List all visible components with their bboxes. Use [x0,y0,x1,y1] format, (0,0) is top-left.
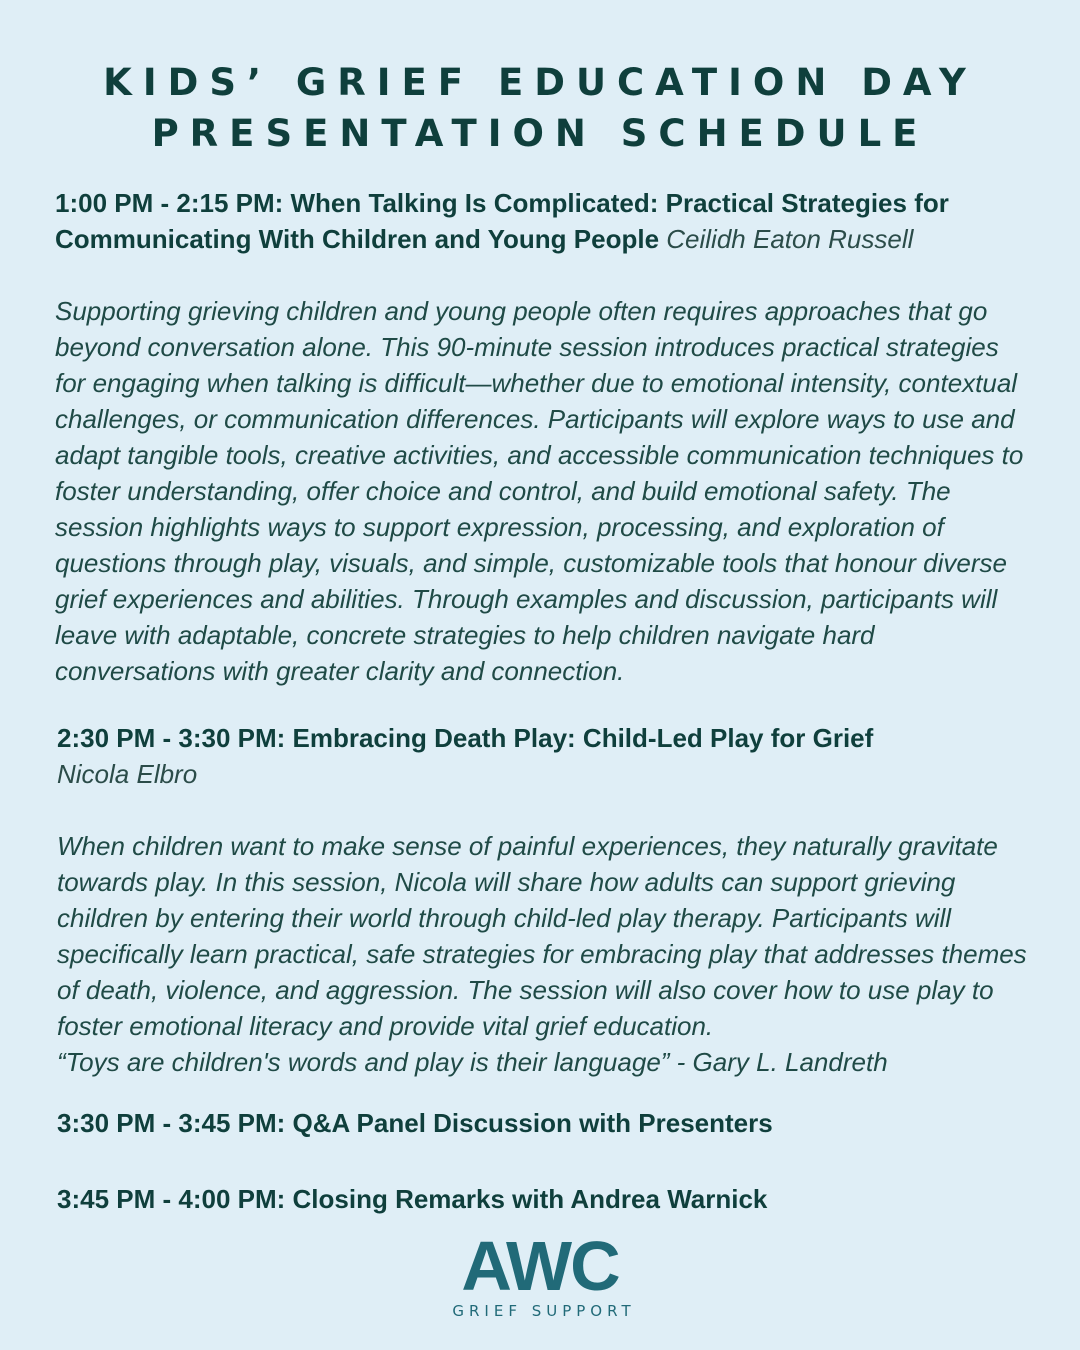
session-3-heading: 3:30 PM - 3:45 PM: Q&A Panel Discussion with Presenters [57,1108,773,1138]
page-title-line-1: KIDS’ GRIEF EDUCATION DAY [103,61,977,104]
session-2-quote: “Toys are children's words and play is their language” - Gary L. Landreth [57,1047,888,1077]
session-4 [57,1181,1027,1217]
page-title-line-2: PRESENTATION SCHEDULE [151,112,929,155]
session-1-description: Supporting grieving children and young people often requires approaches that go beyond conversation alone. This 90-minute session introduces practical strategies for engaging when talking is difficult—whether due to emotional intensity, contextual challenges, or communication differences. Participants will explore ways to use and adapt tangible tools, creative activities, and accessible communication techniques to foster understanding, offer choice and control, and build emotional safety. The session highlights ways to support expression, processing, and exploration of questions through play, visuals, and simple, customizable tools that honour diverse grief experiences and abilities. Through examples and discussion, participants will leave with adaptable, concrete strategies to help children navigate hard conversations with greater clarity and connection. [55,296,1024,686]
session-4-heading: 3:45 PM - 4:00 PM: Closing Remarks with Andrea Warnick [57,1184,768,1214]
session-2-description-block [57,828,1027,1080]
session-1-description-block [55,293,1025,689]
session-1-title: 1:00 PM - 2:15 PM: When Talking Is Complicated: Practical Strategies for Communicating With Children and Young People [55,188,949,254]
session-2 [57,720,1027,792]
session-2-presenter: Nicola Elbro [57,759,198,789]
session-2-heading: 2:30 PM - 3:30 PM: Embracing Death Play: Child-Led Play for Grief [57,723,874,753]
session-3 [57,1105,1027,1141]
logo-subtitle: GRIEF SUPPORT [452,1302,636,1320]
session-2-description: When children want to make sense of painful experiences, they naturally gravitate towards play. In this session, Nicola will share how adults can support grieving children by entering their world through child-led play therapy. Participants will specifically learn practical, safe strategies for embracing play that addresses themes of death, violence, and aggression. The session will also cover how to use play to foster emotional literacy and provide vital grief education. [57,831,1027,1041]
session-1-presenter: Ceilidh Eaton Russell [666,224,914,254]
awc-logo [0,1227,1080,1320]
session-1-heading [55,185,1025,257]
logo-mark: AWC [461,1227,619,1305]
session-1 [55,185,1025,257]
